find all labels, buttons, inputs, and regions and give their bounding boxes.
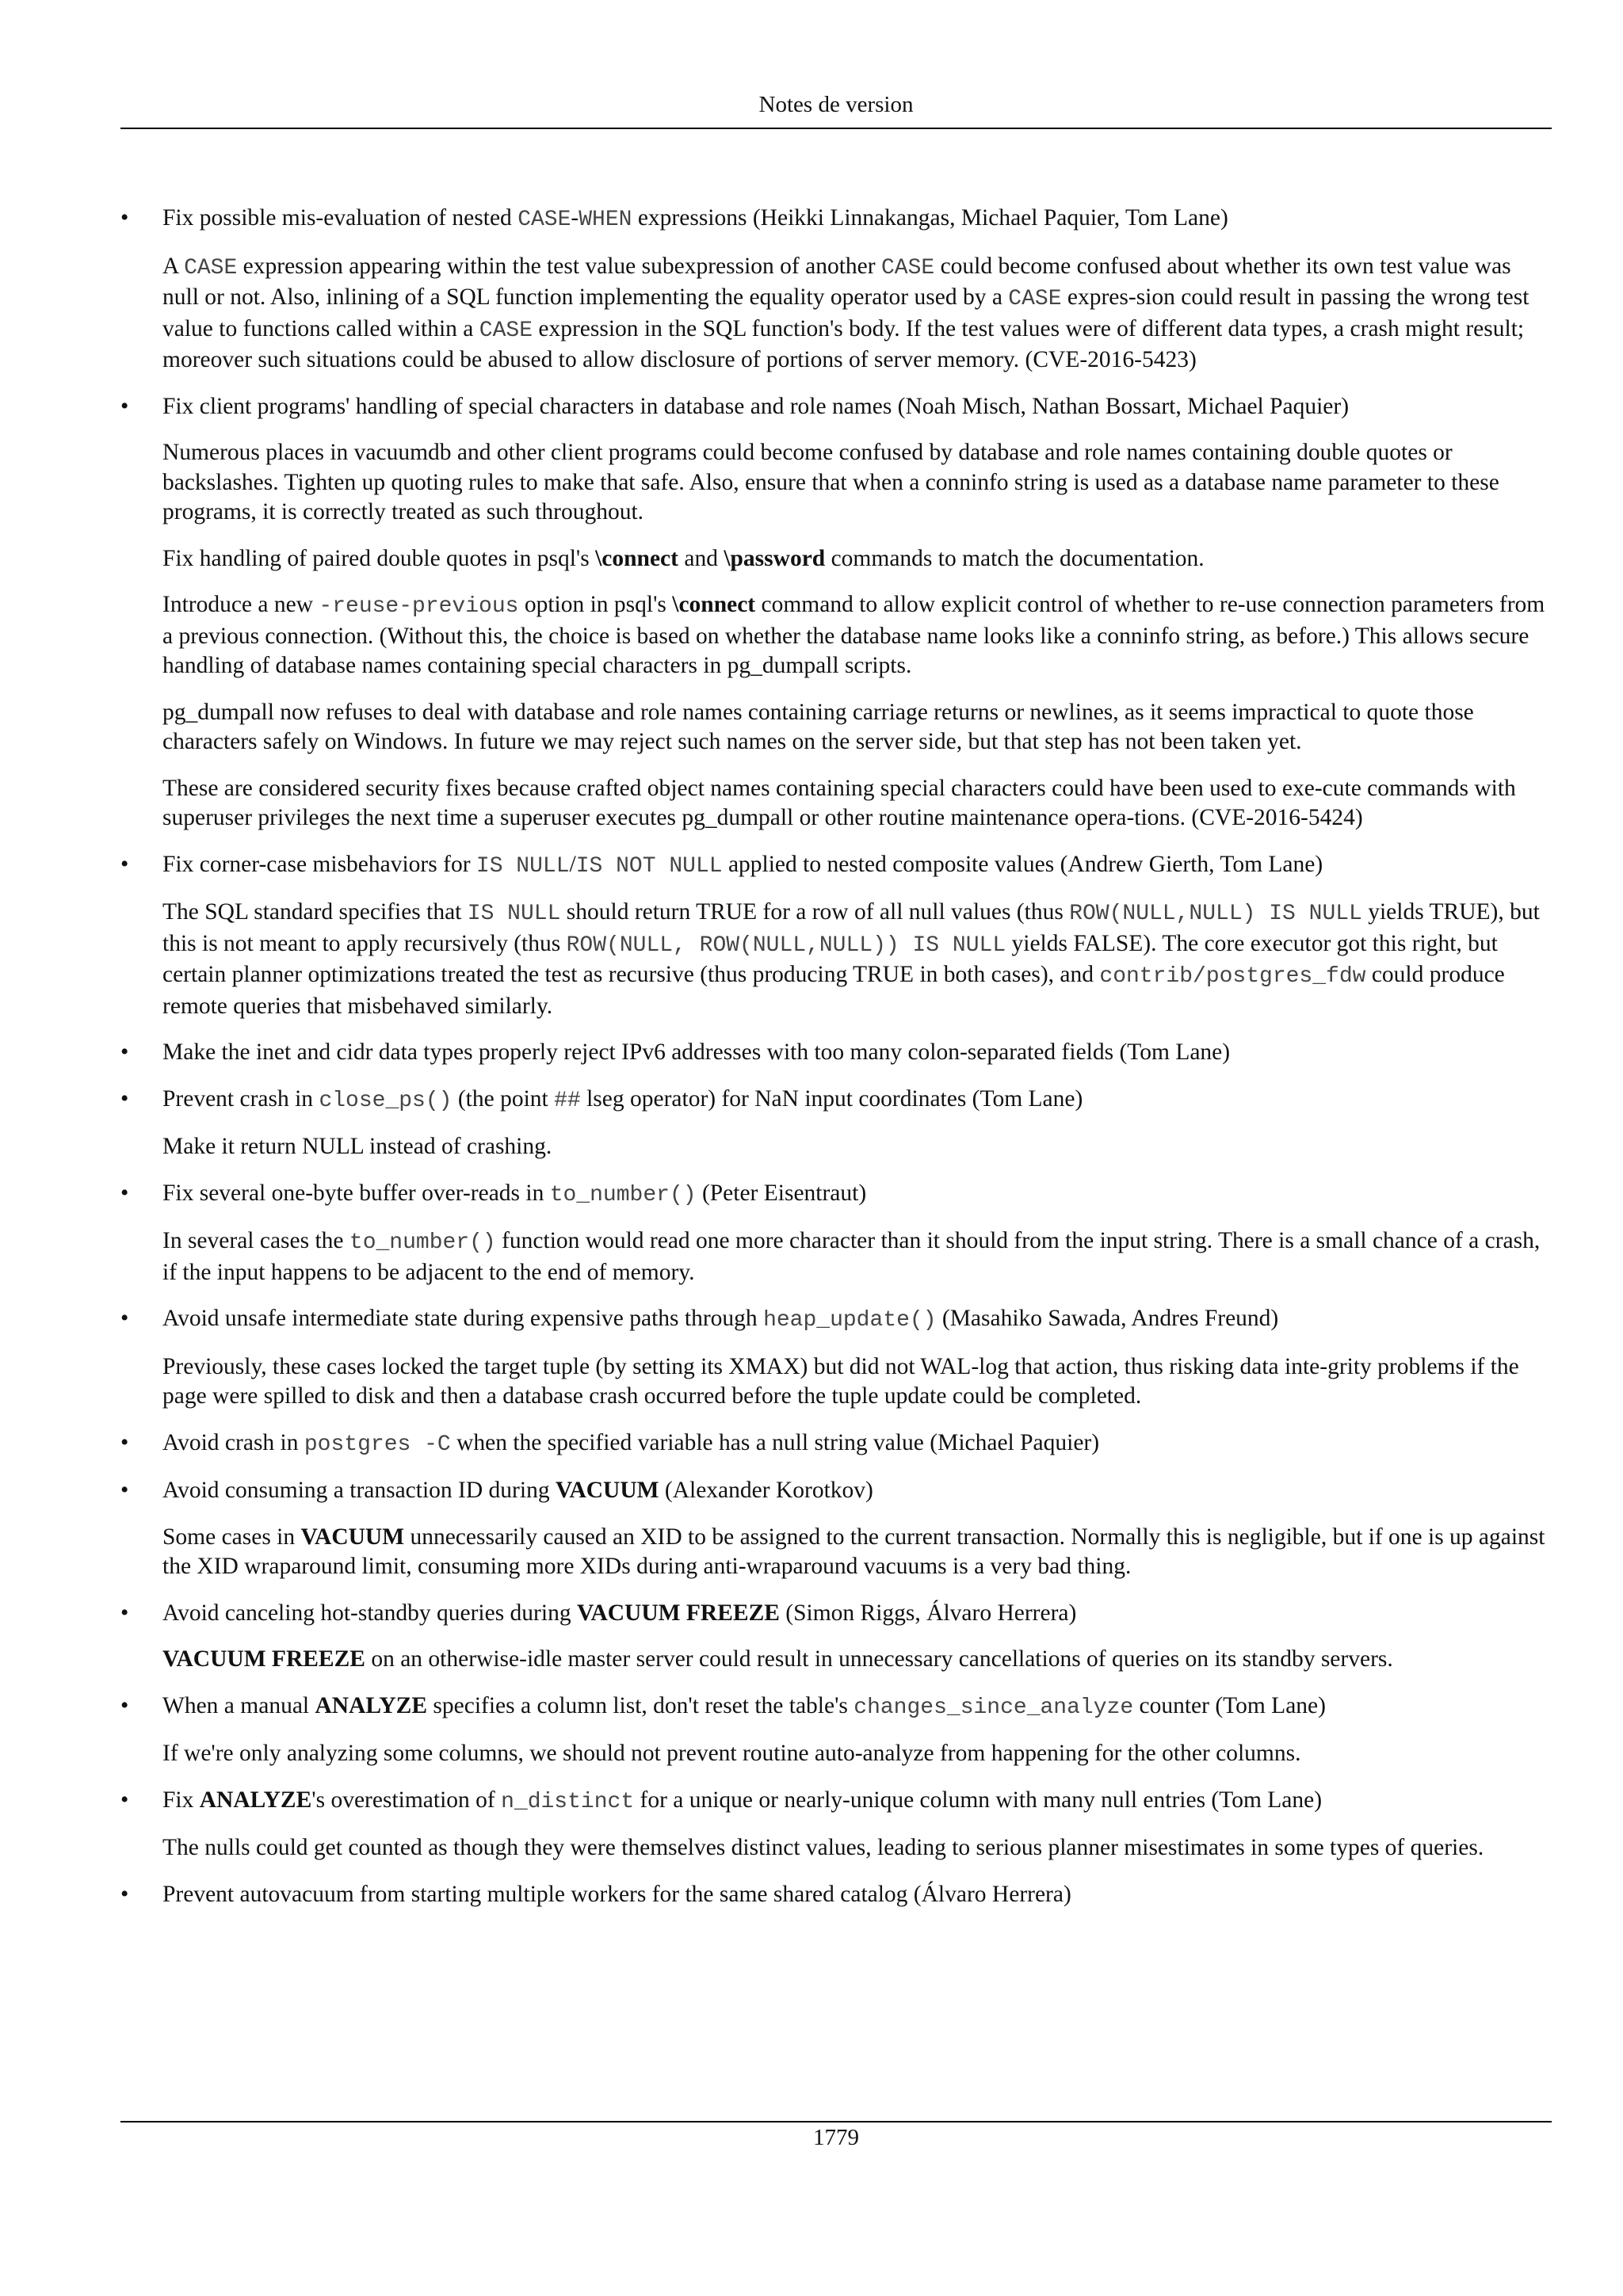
text-run: Fix — [162, 1787, 200, 1813]
item-detail-paragraph — [162, 590, 1552, 681]
item-detail-paragraph — [162, 1739, 1552, 1769]
text-run: yields TRUE), but this is not meant to apply recursively (thus — [162, 899, 1540, 956]
release-note-item — [120, 1786, 1552, 1863]
release-note-item — [120, 204, 1552, 376]
code-literal: IS NOT NULL — [575, 853, 723, 879]
bullet-marker: • — [120, 1085, 129, 1112]
text-run: Numerous places in vacuumdb and other client programs could become confused by database and role names containing double quotes or backslashes. Tighten up quoting rules to make that safe. Also, ensure that when a conninfo string is used as a database name parameter to these programs, it is correctly treated as such throughout. — [162, 440, 1499, 524]
text-run: Fix possible mis-evaluation of nested — [162, 205, 518, 231]
bullet-marker: • — [120, 851, 129, 877]
text-run: Some cases in — [162, 1524, 301, 1550]
text-run: commands to match the documentation. — [825, 545, 1205, 571]
text-run: option in psql's — [518, 592, 673, 617]
code-literal: WHEN — [579, 208, 632, 232]
text-run: These are considered security fixes because crafted object names containing special characters could have been used to exe-cute commands with superuser privileges the next time a superuser executes pg_dumpall or other routine maintenance opera-tions. (CVE-2016-5424) — [162, 775, 1516, 830]
text-run: should return TRUE for a row of all null values (thus — [560, 899, 1070, 925]
text-run: command to allow explicit control of whether to re-use connection parameters from a previous connection. (Without this, the choice is based on whether the database name looks like a conninfo string, as before.) This allows secure handling of database names containing special characters in pg_dumpall scripts. — [162, 592, 1545, 678]
item-detail-paragraph — [162, 1833, 1552, 1863]
command-name: VACUUM FREEZE — [162, 1646, 365, 1672]
release-note-item — [120, 1476, 1552, 1582]
text-run: A — [162, 253, 185, 279]
release-note-item — [120, 1304, 1552, 1412]
text-run: could become confused about whether its own test value was null or not. Also, inlining of a SQL function implementing the equality operator used by a — [162, 253, 1511, 310]
text-run: Avoid crash in — [162, 1429, 304, 1455]
code-literal: CASE — [1008, 287, 1062, 311]
text-run: / — [569, 851, 576, 877]
item-detail-paragraph — [162, 438, 1552, 528]
release-notes-list — [120, 204, 1552, 1926]
text-run: pg_dumpall now refuses to deal with database and role names containing carriage returns or newlines, as it seems impractical to quote those characters safely on Windows. In future we may reject such names on the server side, but that step has not been taken yet. — [162, 699, 1474, 754]
text-run: lseg operator) for NaN input coordinates (Tom Lane) — [580, 1085, 1083, 1112]
item-detail-paragraph — [162, 252, 1552, 376]
text-run: Fix client programs' handling of special characters in database and role names (Noah Misch, Nathan Bossart, Michael Paquier) — [162, 393, 1350, 419]
item-summary — [162, 204, 1552, 235]
text-run: Introduce a new — [162, 592, 319, 617]
text-run: when the specified variable has a null string value (Michael Paquier) — [450, 1429, 1100, 1455]
code-literal: close_ps() — [319, 1088, 453, 1113]
code-literal: CASE — [184, 255, 238, 280]
item-summary — [162, 1304, 1552, 1336]
text-run: specifies a column list, don't reset the table's — [427, 1692, 854, 1718]
release-note-item — [120, 850, 1552, 1022]
code-literal: CASE — [880, 255, 935, 280]
text-run: unnecessarily caused an XID to be assigned to the current transaction. Normally this is negligible, but if one is up against the XID wraparound limit, consuming more XIDs during anti-wraparound vacuums is a very bad thing. — [162, 1524, 1545, 1579]
text-run: Avoid canceling hot-standby queries during — [162, 1600, 577, 1626]
code-literal: heap_update() — [763, 1308, 937, 1333]
text-run: Prevent autovacuum from starting multiple workers for the same shared catalog (Álvaro Herrera) — [162, 1881, 1071, 1907]
text-run: The nulls could get counted as though they were themselves distinct values, leading to serious planner misestimates in some types of queries. — [162, 1835, 1484, 1860]
text-run: Avoid consuming a transaction ID during — [162, 1478, 556, 1503]
code-literal: n_distinct — [501, 1789, 635, 1814]
bullet-marker: • — [120, 1306, 129, 1331]
text-run: expression in the SQL function's body. If the test values were of different data types, a crash might result; moreover such situations could be abused to allow disclosure of portions of server memory. (CVE-2016-5423) — [162, 315, 1525, 372]
code-literal: contrib/postgres_fdw — [1099, 964, 1366, 989]
text-run: expressions (Heikki Linnakangas, Michael Paquier, Tom Lane) — [632, 205, 1228, 231]
item-detail-paragraph — [162, 544, 1552, 574]
item-summary — [162, 1691, 1552, 1723]
footer-rule — [120, 2121, 1552, 2122]
text-run: The SQL standard specifies that — [162, 899, 468, 925]
text-run: Previously, these cases locked the target tuple (by setting its XMAX) but did not WAL-log that action, thus risking data inte-grity problems if the page were spilled to disk and then a database crash occurred before the tuple update could be completed. — [162, 1353, 1519, 1409]
text-run: expres-sion could result in passing the wrong test value to functions called within a — [162, 284, 1529, 341]
text-run: (Peter Eisentraut) — [696, 1180, 867, 1206]
bullet-marker: • — [120, 1429, 129, 1455]
release-note-item — [120, 1038, 1552, 1068]
release-note-item — [120, 1179, 1552, 1288]
bullet-marker: • — [120, 1039, 129, 1065]
code-literal: ROW(NULL,NULL) IS NULL — [1069, 902, 1362, 926]
text-run: Fix handling of paired double quotes in psql's — [162, 545, 596, 571]
item-summary — [162, 850, 1552, 882]
code-literal: IS NULL — [475, 853, 570, 879]
item-summary — [162, 1428, 1552, 1460]
code-literal: IS NULL — [467, 902, 561, 926]
item-detail-paragraph — [162, 1226, 1552, 1287]
item-summary — [162, 1880, 1552, 1910]
release-note-item — [120, 1085, 1552, 1162]
text-run: Fix corner-case misbehaviors for — [162, 851, 476, 877]
command-name: ANALYZE — [315, 1692, 428, 1718]
bullet-marker: • — [120, 1787, 129, 1813]
text-run: In several cases the — [162, 1228, 349, 1253]
item-summary — [162, 1085, 1552, 1116]
bullet-marker: • — [120, 1180, 129, 1206]
running-header: Notes de version — [758, 92, 914, 117]
item-detail-paragraph — [162, 774, 1552, 833]
command-name: VACUUM — [555, 1478, 659, 1503]
release-note-item — [120, 392, 1552, 833]
text-run: (Alexander Korotkov) — [659, 1478, 873, 1503]
text-run: 's overestimation of — [311, 1787, 502, 1813]
bullet-marker: • — [120, 1881, 129, 1907]
text-run: function would read one more character than it should from the input string. There is a small chance of a crash, if the input happens to be adjacent to the end of memory. — [162, 1228, 1541, 1285]
command-name: VACUUM — [300, 1524, 405, 1550]
item-summary — [162, 1038, 1552, 1068]
text-run: on an otherwise-idle master server could result in unnecessary cancellations of queries on its standby servers. — [365, 1646, 1393, 1672]
page-number: 1779 — [813, 2125, 859, 2150]
item-detail-paragraph — [162, 1645, 1552, 1675]
item-detail-paragraph — [162, 698, 1552, 757]
code-literal: to_number() — [549, 1182, 697, 1207]
bullet-marker: • — [120, 1478, 129, 1503]
item-summary — [162, 1599, 1552, 1629]
code-literal: ROW(NULL, ROW(NULL,NULL)) IS NULL — [566, 933, 1006, 958]
text-run: Make it return NULL instead of crashing. — [162, 1134, 552, 1159]
text-run: and — [678, 545, 724, 571]
item-detail-paragraph — [162, 1523, 1552, 1582]
item-summary — [162, 1786, 1552, 1817]
code-literal: CASE — [517, 208, 571, 232]
text-run: Make the inet and cidr data types properly reject IPv6 addresses with too many colon-separated fields (Tom Lane) — [162, 1039, 1231, 1065]
text-run: applied to nested composite values (Andrew Gierth, Tom Lane) — [722, 851, 1323, 877]
command-name: VACUUM FREEZE — [576, 1600, 780, 1626]
text-run: If we're only analyzing some columns, we should not prevent routine auto-analyze from happening for the other columns. — [162, 1741, 1301, 1766]
code-literal: postgres -C — [304, 1432, 451, 1457]
item-summary — [162, 1476, 1552, 1506]
item-detail-paragraph — [162, 1352, 1552, 1412]
release-note-item — [120, 1691, 1552, 1769]
release-note-item — [120, 1428, 1552, 1460]
text-run: (Masahiko Sawada, Andres Freund) — [936, 1306, 1279, 1331]
code-literal: -reuse-previous — [319, 594, 519, 619]
item-summary — [162, 392, 1552, 422]
text-run: counter (Tom Lane) — [1133, 1692, 1326, 1718]
item-detail-paragraph — [162, 1132, 1552, 1162]
text-run: When a manual — [162, 1692, 315, 1718]
release-note-item — [120, 1599, 1552, 1675]
code-literal: ## — [554, 1088, 581, 1113]
code-literal: CASE — [479, 318, 533, 343]
code-literal: to_number() — [349, 1230, 496, 1255]
text-run: yields FALSE). The core executor got this right, but certain planner optimizations treated the test as recursive (thus producing TRUE in both cases), and — [162, 930, 1498, 987]
command-name: ANALYZE — [199, 1787, 312, 1813]
text-run: (Simon Riggs, Álvaro Herrera) — [779, 1600, 1077, 1626]
release-note-item — [120, 1880, 1552, 1910]
text-run: expression appearing within the test value subexpression of another — [237, 253, 881, 279]
command-name: \connect — [672, 592, 756, 617]
code-literal: changes_since_analyze — [854, 1695, 1134, 1720]
text-run: Fix several one-byte buffer over-reads in — [162, 1180, 550, 1206]
command-name: \connect — [595, 545, 678, 571]
bullet-marker: • — [120, 205, 129, 231]
command-name: \password — [724, 545, 826, 571]
text-run: for a unique or nearly-unique column with many null entries (Tom Lane) — [634, 1787, 1323, 1813]
header-rule — [120, 128, 1552, 129]
bullet-marker: • — [120, 1600, 129, 1626]
item-detail-paragraph — [162, 898, 1552, 1021]
text-run: Prevent crash in — [162, 1085, 319, 1112]
bullet-marker: • — [120, 393, 129, 419]
text-run: (the point — [452, 1085, 555, 1112]
text-run: - — [571, 205, 579, 231]
item-summary — [162, 1179, 1552, 1211]
bullet-marker: • — [120, 1692, 129, 1718]
text-run: Avoid unsafe intermediate state during expensive paths through — [162, 1306, 764, 1331]
text-run: could produce remote queries that misbehaved similarly. — [162, 962, 1505, 1019]
